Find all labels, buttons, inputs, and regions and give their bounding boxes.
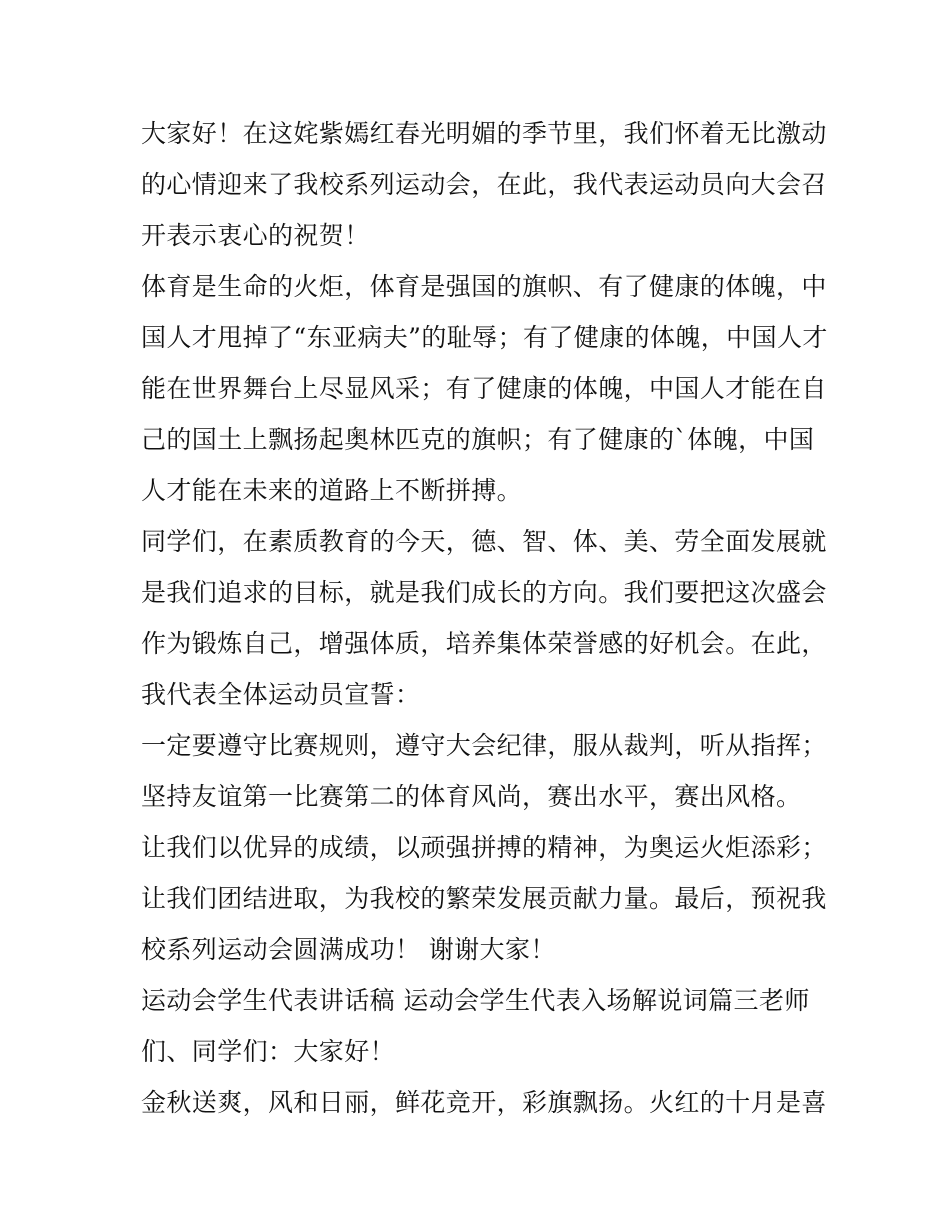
text-line: 能在世界舞台上尽显风采；有了健康的体魄，中国人才能在自 bbox=[141, 374, 827, 403]
text-line: 作为锻炼自己，增强体质，培养集体荣誉感的好机会。在此， bbox=[141, 629, 827, 658]
text-line: 体育是生命的火炬，体育是强国的旗帜、有了健康的体魄，中 bbox=[141, 272, 827, 301]
text-line: 是我们追求的目标，就是我们成长的方向。我们要把这次盛会 bbox=[141, 578, 827, 607]
text-line: 让我们以优异的成绩，以顽强拼搏的精神，为奥运火炬添彩； bbox=[141, 833, 827, 862]
text-line: 坚持友谊第一比赛第二的体育风尚，赛出水平，赛出风格。 bbox=[141, 782, 802, 811]
text-line: 人才能在未来的道路上不断拼搏。 bbox=[141, 476, 523, 505]
text-line: 让我们团结进取，为我校的繁荣发展贡献力量。最后，预祝我 bbox=[141, 884, 827, 913]
text-line: 们、同学们：大家好！ bbox=[141, 1037, 396, 1066]
text-line: 金秋送爽，风和日丽，鲜花竞开，彩旗飘扬。火红的十月是喜 bbox=[141, 1088, 827, 1117]
document-body bbox=[141, 108, 828, 1128]
text-line: 大家好！在这姹紫嫣红春光明媚的季节里，我们怀着无比激动 bbox=[141, 119, 827, 148]
text-line: 校系列运动会圆满成功！ 谢谢大家！ bbox=[141, 935, 556, 964]
text-line: 己的国土上飘扬起奥林匹克的旗帜；有了健康的`体魄，中国 bbox=[141, 425, 815, 454]
text-line: 一定要遵守比赛规则，遵守大会纪律，服从裁判，听从指挥； bbox=[141, 731, 827, 760]
text-line: 国人才甩掉了“东亚病夫”的耻辱；有了健康的体魄，中国人才 bbox=[141, 323, 828, 352]
text-line: 运动会学生代表讲话稿 运动会学生代表入场解说词篇三老师 bbox=[141, 986, 810, 1015]
text-line: 的心情迎来了我校系列运动会，在此，我代表运动员向大会召 bbox=[141, 170, 827, 199]
text-line: 我代表全体运动员宣誓： bbox=[141, 680, 421, 709]
text-line: 同学们，在素质教育的今天，德、智、体、美、劳全面发展就 bbox=[141, 527, 827, 556]
text-line: 开表示衷心的祝贺！ bbox=[141, 221, 370, 250]
